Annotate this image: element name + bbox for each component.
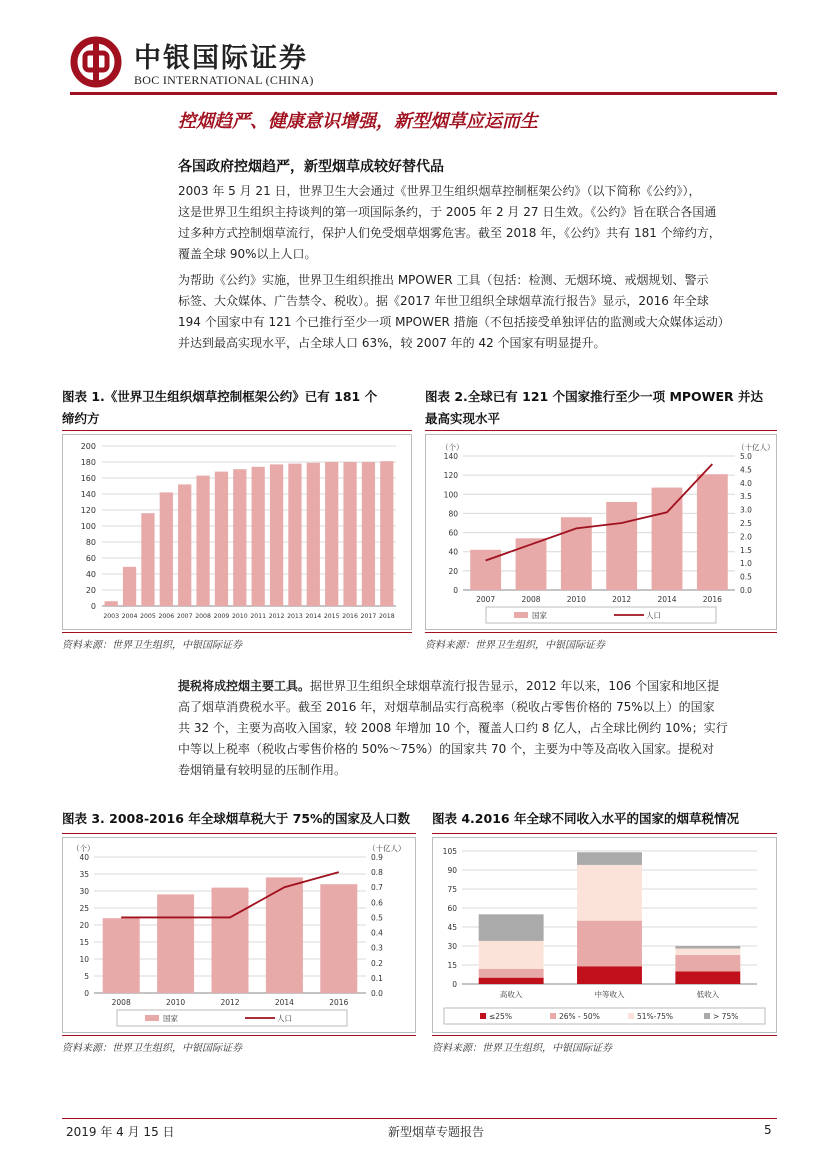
stacked-bar-segment — [577, 921, 642, 967]
y-tick-label-right: 4.0 — [740, 478, 752, 488]
y-tick-label-right: 0.7 — [371, 883, 383, 893]
y-axis-left-label: （个） — [441, 443, 464, 452]
y-tick-label-right: 0.0 — [740, 586, 752, 595]
y-tick-label: 15 — [447, 961, 457, 970]
chart-3-svg — [62, 837, 416, 1033]
y-tick-label-right: 0.6 — [371, 898, 383, 908]
bar — [123, 567, 136, 606]
x-tick-label: 2005 — [140, 613, 156, 620]
legend-label: 人口 — [277, 1014, 292, 1023]
x-tick-label: 2004 — [121, 613, 138, 620]
stacked-bar-segment — [479, 978, 544, 984]
y-tick-label: 160 — [80, 474, 96, 483]
y-tick-label: 80 — [85, 538, 96, 547]
y-tick-label: 105 — [442, 847, 457, 856]
figure-title-line: 图表 1.《世界卫生组织烟草控制框架公约》已有 181 个 — [62, 389, 378, 404]
y-tick-label-right: 4.5 — [740, 465, 752, 475]
x-tick-label: 2017 — [360, 613, 377, 620]
figure-2-title — [425, 386, 780, 430]
boc-logo-icon — [70, 36, 122, 88]
bar — [103, 918, 140, 993]
figure-title-line: 缔约方 — [62, 411, 100, 426]
y-tick-label-right: 0.5 — [371, 913, 383, 923]
y-axis-right-label: （十亿人） — [737, 443, 775, 452]
y-tick-label-left: 25 — [79, 904, 89, 913]
footer-report-name: 新型烟草专题报告 — [388, 1125, 485, 1139]
bar — [320, 884, 357, 993]
x-tick-label: 2008 — [111, 998, 131, 1007]
y-tick-label-right: 5.0 — [740, 452, 752, 461]
y-tick-label-left: 15 — [79, 938, 89, 947]
x-tick-label: 2003 — [103, 613, 120, 620]
y-tick-label-right: 0.0 — [371, 989, 383, 998]
y-tick-label-right: 1.5 — [740, 545, 752, 555]
legend-swatch — [704, 1013, 710, 1019]
bar — [270, 464, 283, 606]
y-tick-label-right: 0.1 — [371, 973, 383, 983]
footer-date: 2019 年 4 月 15 日 — [66, 1125, 175, 1139]
footer-rule — [62, 1118, 777, 1119]
x-tick-label: 2014 — [657, 595, 677, 604]
stacked-bar-segment — [479, 969, 544, 978]
paragraph-line: 标签、大众媒体、广告禁令、税收）。据《2017 年世卫组织全球烟草流行报告》显示，2016 年全球 — [178, 294, 709, 308]
figure-2-bottom-rule — [425, 632, 777, 633]
legend-label: 人口 — [646, 611, 661, 620]
paragraph-line: 为帮助《公约》实施，世界卫生组织推出 MPOWER 工具（包括：检测、无烟环境、戒烟规划、警示 — [178, 273, 709, 287]
x-tick-label: 2008 — [521, 595, 541, 604]
stacked-bar-segment — [675, 955, 740, 971]
y-tick-label: 60 — [447, 904, 457, 913]
paragraph-lead: 提税将成控烟主要工具。 — [178, 679, 311, 693]
x-tick-label: 中等收入 — [594, 990, 625, 999]
y-tick-label-left: 80 — [448, 509, 458, 519]
x-tick-label: 高收入 — [499, 990, 523, 999]
legend-label: ≤25% — [489, 1012, 512, 1021]
brand-name-en: BOC INTERNATIONAL (CHINA) — [134, 73, 314, 87]
paragraph-1 — [178, 181, 778, 265]
figure-2-rule — [425, 430, 777, 431]
x-tick-label: 2013 — [287, 613, 303, 620]
paragraph-line: 这是世界卫生组织主持谈判的第一项国际条约，于 2005 年 2 月 27 日生效。《公约》旨在联合各国通 — [178, 205, 717, 219]
bar — [697, 474, 728, 590]
y-tick-label-right: 0.5 — [740, 572, 752, 582]
legend-swatch-bar — [145, 1015, 159, 1021]
legend-label: 26% - 50% — [559, 1012, 600, 1021]
y-tick-label-right: 2.0 — [740, 532, 752, 542]
stacked-bar-segment — [675, 946, 740, 949]
x-tick-label: 2012 — [220, 998, 240, 1007]
paragraph-3 — [178, 676, 778, 781]
legend-swatch — [628, 1013, 634, 1019]
legend-label: 国家 — [532, 611, 547, 620]
x-tick-label: 2012 — [612, 595, 632, 604]
chart-1-svg — [62, 434, 412, 630]
paragraph-line: 并达到最高实现水平，占全球人口 63%，较 2007 年的 42 个国家有明显提升。 — [178, 336, 606, 350]
paragraph-line: 中等以上税率（税收占零售价格的 50%～75%）的国家共 70 个，主要为中等及高收入国家。提税对 — [178, 742, 715, 756]
paragraph-line: 高了烟草消费税水平。截至 2016 年，对烟草制品实行高税率（税收占零售价格的 75%以上）的国家 — [178, 700, 715, 714]
y-tick-label: 45 — [447, 923, 457, 932]
figure-title-line: 图表 2.全球已有 121 个国家推行至少一项 MPOWER 并达 — [425, 389, 763, 404]
y-tick-label: 60 — [85, 554, 96, 563]
y-tick-label: 100 — [80, 522, 96, 531]
x-tick-label: 2009 — [213, 613, 230, 620]
y-axis-left-label: （个） — [72, 844, 95, 853]
y-tick-label: 120 — [80, 506, 96, 515]
bar — [196, 476, 209, 606]
header-rule — [70, 92, 777, 95]
y-tick-label-left: 60 — [448, 528, 458, 538]
paragraph-line: 194 个国家中有 121 个已推行至少一项 MPOWER 措施（不包括接受单独评估的监测或大众媒体运动） — [178, 315, 730, 329]
paragraph-line: 卷烟销量有较明显的压制作用。 — [178, 763, 347, 777]
x-tick-label: 2012 — [268, 613, 285, 620]
bar — [105, 601, 118, 606]
y-tick-label: 200 — [80, 442, 96, 451]
legend-swatch-bar — [514, 612, 528, 618]
x-tick-label: 2015 — [323, 613, 340, 620]
bar — [606, 502, 637, 590]
y-tick-label-right: 0.4 — [371, 928, 383, 938]
paragraph-line: 共 32 个，主要为高收入国家，较 2008 年增加 10 个，覆盖人口约 8 亿人，占全球比例约 10%；实行 — [178, 721, 728, 735]
y-axis-right-label: （十亿人） — [368, 844, 406, 853]
bar — [157, 894, 194, 993]
x-tick-label: 2016 — [329, 998, 349, 1007]
y-tick-label-right: 1.0 — [740, 559, 752, 569]
legend-label: > 75% — [713, 1012, 739, 1021]
figure-3-bottom-rule — [62, 1035, 416, 1036]
y-tick-label-left: 100 — [443, 490, 458, 500]
x-tick-label: 2010 — [566, 595, 586, 604]
x-tick-label: 2016 — [342, 613, 358, 620]
stacked-bar-segment — [675, 971, 740, 984]
x-tick-label: 低收入 — [696, 990, 720, 999]
figure-1-bottom-rule — [62, 632, 412, 633]
paragraph-line: 过多种方式控制烟草流行，保护人们免受烟草烟雾危害。截至 2018 年，《公约》共有 181 个缔约方， — [178, 226, 721, 240]
y-tick-label-left: 20 — [79, 921, 89, 930]
stacked-bar-segment — [577, 865, 642, 921]
y-tick-label-left: 20 — [448, 566, 458, 576]
bar — [233, 469, 246, 606]
bar — [380, 461, 393, 606]
y-tick-label: 40 — [85, 570, 96, 579]
y-tick-label-left: 5 — [84, 972, 89, 981]
bar — [516, 538, 547, 590]
legend-swatch — [480, 1013, 486, 1019]
figure-2-chart — [425, 434, 777, 630]
figure-title-line: 最高实现水平 — [425, 411, 501, 426]
bar — [362, 462, 375, 606]
bar — [288, 464, 301, 606]
y-tick-label-right: 3.0 — [740, 505, 752, 515]
figure-3-chart — [62, 837, 416, 1033]
legend-swatch — [550, 1013, 556, 1019]
bar — [325, 462, 338, 606]
y-tick-label-right: 0.3 — [371, 943, 383, 953]
section-title: 控烟趋严、健康意识增强，新型烟草应运而生 — [178, 111, 538, 132]
bar — [307, 463, 320, 606]
y-tick-label-left: 40 — [79, 853, 89, 862]
paragraph-line — [178, 676, 778, 697]
bar — [252, 467, 265, 606]
y-tick-label: 0 — [90, 602, 96, 611]
stacked-bar-segment — [675, 949, 740, 955]
paragraph-line: 覆盖全球 90%以上人口。 — [178, 247, 317, 261]
y-tick-label: 20 — [85, 586, 96, 595]
figure-1-rule — [62, 430, 412, 431]
chart-2-svg — [425, 434, 777, 630]
figure-1-source: 资料来源：世界卫生组织，中银国际证券 — [62, 640, 242, 651]
y-tick-label: 75 — [447, 885, 457, 894]
y-tick-label-left: 30 — [79, 887, 89, 896]
figure-4-chart — [432, 837, 777, 1033]
y-tick-label: 180 — [80, 458, 96, 467]
paragraph-2 — [178, 270, 778, 354]
figure-1-chart — [62, 434, 412, 630]
y-tick-label: 0 — [452, 980, 457, 989]
brand-name-cn: 中银国际证券 — [134, 43, 308, 74]
y-tick-label-left: 140 — [443, 452, 458, 461]
y-tick-label-right: 0.9 — [371, 853, 383, 862]
figure-4-source: 资料来源：世界卫生组织，中银国际证券 — [432, 1043, 612, 1054]
y-tick-label-left: 0 — [84, 989, 89, 998]
x-tick-label: 2010 — [231, 613, 248, 620]
stacked-bar-segment — [479, 941, 544, 969]
figure-2-source: 资料来源：世界卫生组织，中银国际证券 — [425, 640, 605, 651]
stacked-bar-segment — [577, 852, 642, 865]
bar — [178, 484, 191, 606]
paragraph-text: 据世界卫生组织全球烟草流行报告显示，2012 年以来，106 个国家和地区提 — [310, 679, 720, 693]
figure-3-source: 资料来源：世界卫生组织，中银国际证券 — [62, 1043, 242, 1054]
legend-label: 51%-75% — [637, 1012, 674, 1021]
y-tick-label: 90 — [447, 866, 457, 875]
bar — [215, 472, 228, 606]
sub-title: 各国政府控烟趋严，新型烟草成较好替代品 — [178, 159, 444, 175]
y-tick-label-right: 2.5 — [740, 519, 752, 528]
y-tick-label-right: 0.8 — [371, 868, 383, 878]
x-tick-label: 2018 — [378, 613, 395, 620]
x-tick-label: 2008 — [195, 613, 211, 620]
y-tick-label-right: 3.5 — [740, 492, 752, 502]
x-tick-label: 2007 — [476, 595, 496, 604]
y-tick-label: 140 — [80, 490, 96, 499]
x-tick-label: 2011 — [250, 613, 267, 620]
legend-label: 国家 — [163, 1014, 178, 1023]
y-tick-label-left: 35 — [79, 870, 89, 879]
figure-4-rule — [432, 833, 777, 834]
chart-4-svg — [432, 837, 777, 1033]
y-tick-label-left: 0 — [453, 586, 458, 595]
stacked-bar-segment — [577, 966, 642, 984]
bar — [160, 492, 173, 606]
figure-3-rule — [62, 833, 416, 834]
figure-1-title — [62, 386, 412, 430]
figure-4-bottom-rule — [432, 1035, 777, 1036]
footer-page-number: 5 — [764, 1123, 772, 1137]
figure-3-title: 图表 3. 2008-2016 年全球烟草税大于 75%的国家及人口数 — [62, 811, 411, 826]
bar — [652, 488, 683, 590]
paragraph-line: 2003 年 5 月 21 日，世界卫生大会通过《世界卫生组织烟草控制框架公约》（以下简称《公约》）， — [178, 184, 701, 198]
x-tick-label: 2010 — [166, 998, 186, 1007]
bar — [343, 462, 356, 606]
x-tick-label: 2014 — [274, 998, 294, 1007]
y-tick-label-left: 40 — [448, 547, 458, 557]
x-tick-label: 2016 — [702, 595, 722, 604]
y-tick-label-left: 120 — [443, 471, 458, 481]
bar — [141, 513, 154, 606]
y-tick-label-left: 10 — [79, 955, 89, 964]
y-tick-label: 30 — [447, 942, 457, 951]
stacked-bar-segment — [479, 914, 544, 941]
x-tick-label: 2014 — [305, 613, 322, 620]
bar — [212, 888, 249, 993]
figure-4-title: 图表 4.2016 年全球不同收入水平的国家的烟草税情况 — [432, 811, 739, 826]
x-tick-label: 2007 — [176, 613, 193, 620]
x-tick-label: 2006 — [158, 613, 175, 620]
y-tick-label-right: 0.2 — [371, 958, 383, 968]
